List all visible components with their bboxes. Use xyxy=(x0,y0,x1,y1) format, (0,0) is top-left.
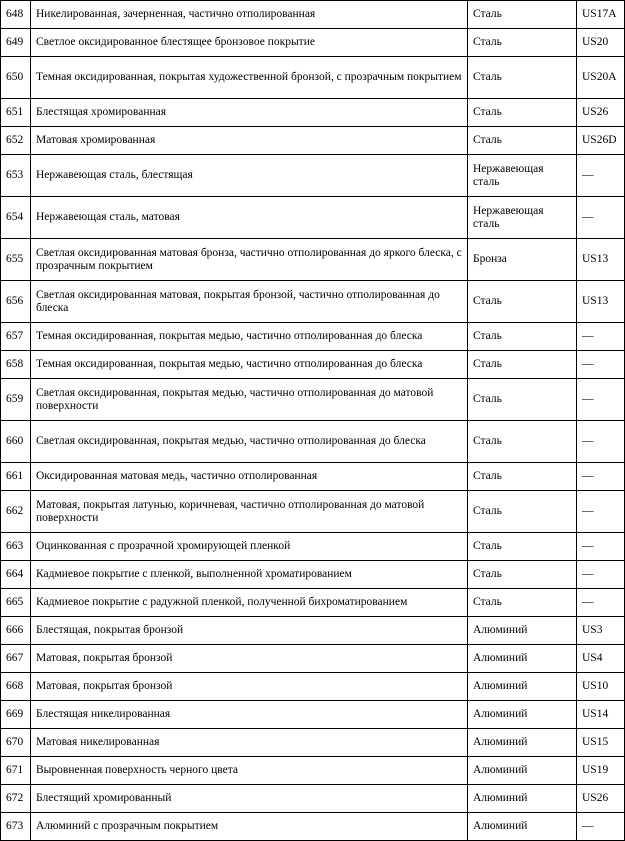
standard-cell: — xyxy=(577,421,625,463)
table-row xyxy=(1,785,625,813)
standard-cell: — xyxy=(577,323,625,351)
standard-cell: US13 xyxy=(577,281,625,323)
description-cell: Нержавеющая сталь, блестящая xyxy=(31,155,468,197)
standard-cell: US3 xyxy=(577,617,625,645)
standard-cell: — xyxy=(577,463,625,491)
material-cell: Сталь xyxy=(468,351,577,379)
code-cell: 658 xyxy=(1,351,31,379)
standard-cell: — xyxy=(577,155,625,197)
code-cell: 660 xyxy=(1,421,31,463)
material-cell: Алюминий xyxy=(468,701,577,729)
material-cell: Сталь xyxy=(468,421,577,463)
table-row xyxy=(1,323,625,351)
standard-cell: US15 xyxy=(577,729,625,757)
code-cell: 653 xyxy=(1,155,31,197)
table-row xyxy=(1,1,625,29)
material-cell: Алюминий xyxy=(468,757,577,785)
material-cell: Алюминий xyxy=(468,785,577,813)
code-cell: 670 xyxy=(1,729,31,757)
table-row xyxy=(1,617,625,645)
code-cell: 664 xyxy=(1,561,31,589)
code-cell: 666 xyxy=(1,617,31,645)
standard-cell: US13 xyxy=(577,239,625,281)
description-cell: Оцинкованная с прозрачной хромирующей пленкой xyxy=(31,533,468,561)
code-cell: 648 xyxy=(1,1,31,29)
material-cell: Сталь xyxy=(468,379,577,421)
description-cell: Нержавеющая сталь, матовая xyxy=(31,197,468,239)
table-row xyxy=(1,29,625,57)
description-cell: Никелированная, зачерненная, частично отполированная xyxy=(31,1,468,29)
material-cell: Сталь xyxy=(468,1,577,29)
standard-cell: US20A xyxy=(577,57,625,99)
material-cell: Сталь xyxy=(468,127,577,155)
description-cell: Светлая оксидированная матовая, покрытая бронзой, частично отполированная до блеска xyxy=(31,281,468,323)
table-row xyxy=(1,729,625,757)
standard-cell: — xyxy=(577,589,625,617)
material-cell: Алюминий xyxy=(468,645,577,673)
code-cell: 650 xyxy=(1,57,31,99)
standard-cell: — xyxy=(577,533,625,561)
material-cell: Алюминий xyxy=(468,813,577,841)
standard-cell: — xyxy=(577,813,625,841)
standard-cell: — xyxy=(577,561,625,589)
code-cell: 672 xyxy=(1,785,31,813)
table-row xyxy=(1,99,625,127)
description-cell: Матовая, покрытая бронзой xyxy=(31,673,468,701)
table-row xyxy=(1,239,625,281)
material-cell: Сталь xyxy=(468,281,577,323)
standard-cell: US26 xyxy=(577,785,625,813)
table-row xyxy=(1,701,625,729)
description-cell: Кадмиевое покрытие с радужной пленкой, полученной бихроматированием xyxy=(31,589,468,617)
standard-cell: — xyxy=(577,197,625,239)
description-cell: Кадмиевое покрытие с пленкой, выполненной хроматированием xyxy=(31,561,468,589)
material-cell: Алюминий xyxy=(468,617,577,645)
description-cell: Блестящая никелированная xyxy=(31,701,468,729)
code-cell: 655 xyxy=(1,239,31,281)
material-cell: Алюминий xyxy=(468,729,577,757)
description-cell: Оксидированная матовая медь, частично отполированная xyxy=(31,463,468,491)
description-cell: Блестящий хромированный xyxy=(31,785,468,813)
description-cell: Матовая хромированная xyxy=(31,127,468,155)
description-cell: Матовая, покрытая бронзой xyxy=(31,645,468,673)
table-row xyxy=(1,757,625,785)
standard-cell: US26D xyxy=(577,127,625,155)
standard-cell: US17A xyxy=(577,1,625,29)
description-cell: Светлая оксидированная, покрытая медью, частично отполированная до блеска xyxy=(31,421,468,463)
standard-cell: — xyxy=(577,379,625,421)
table-row xyxy=(1,57,625,99)
description-cell: Матовая, покрытая латунью, коричневая, частично отполированная до матовой поверхности xyxy=(31,491,468,533)
table-row xyxy=(1,155,625,197)
table-row xyxy=(1,533,625,561)
table-row xyxy=(1,379,625,421)
standard-cell: US19 xyxy=(577,757,625,785)
material-cell: Сталь xyxy=(468,29,577,57)
material-cell: Нержавеющая сталь xyxy=(468,155,577,197)
material-cell: Нержавеющая сталь xyxy=(468,197,577,239)
description-cell: Блестящая хромированная xyxy=(31,99,468,127)
table-row xyxy=(1,645,625,673)
code-cell: 673 xyxy=(1,813,31,841)
material-cell: Сталь xyxy=(468,323,577,351)
standard-cell: — xyxy=(577,491,625,533)
description-cell: Выровненная поверхность черного цвета xyxy=(31,757,468,785)
description-cell: Матовая никелированная xyxy=(31,729,468,757)
material-cell: Сталь xyxy=(468,589,577,617)
code-cell: 665 xyxy=(1,589,31,617)
code-cell: 657 xyxy=(1,323,31,351)
table-row xyxy=(1,281,625,323)
table-row xyxy=(1,813,625,841)
description-cell: Блестящая, покрытая бронзой xyxy=(31,617,468,645)
table-row xyxy=(1,561,625,589)
standard-cell: US14 xyxy=(577,701,625,729)
table-row xyxy=(1,421,625,463)
code-cell: 654 xyxy=(1,197,31,239)
code-cell: 656 xyxy=(1,281,31,323)
code-cell: 663 xyxy=(1,533,31,561)
description-cell: Темная оксидированная, покрытая медью, частично отполированная до блеска xyxy=(31,323,468,351)
code-cell: 662 xyxy=(1,491,31,533)
standard-cell: US26 xyxy=(577,99,625,127)
material-cell: Алюминий xyxy=(468,673,577,701)
description-cell: Светлая оксидированная матовая бронза, частично отполированная до яркого блеска, с прозрачным покрытием xyxy=(31,239,468,281)
description-cell: Алюминий с прозрачным покрытием xyxy=(31,813,468,841)
table-row xyxy=(1,127,625,155)
material-cell: Сталь xyxy=(468,491,577,533)
material-cell: Сталь xyxy=(468,561,577,589)
table-row xyxy=(1,673,625,701)
code-cell: 659 xyxy=(1,379,31,421)
material-cell: Сталь xyxy=(468,463,577,491)
table-row xyxy=(1,351,625,379)
code-cell: 661 xyxy=(1,463,31,491)
code-cell: 649 xyxy=(1,29,31,57)
description-cell: Темная оксидированная, покрытая медью, частично отполированная до блеска xyxy=(31,351,468,379)
code-cell: 652 xyxy=(1,127,31,155)
code-cell: 651 xyxy=(1,99,31,127)
table-row xyxy=(1,491,625,533)
material-cell: Сталь xyxy=(468,99,577,127)
code-cell: 667 xyxy=(1,645,31,673)
code-cell: 671 xyxy=(1,757,31,785)
description-cell: Темная оксидированная, покрытая художественной бронзой, с прозрачным покрытием xyxy=(31,57,468,99)
code-cell: 669 xyxy=(1,701,31,729)
material-cell: Сталь xyxy=(468,57,577,99)
table-body xyxy=(1,1,625,841)
table-row xyxy=(1,197,625,239)
table-row xyxy=(1,463,625,491)
material-cell: Сталь xyxy=(468,533,577,561)
code-cell: 668 xyxy=(1,673,31,701)
description-cell: Светлое оксидированное блестящее бронзовое покрытие xyxy=(31,29,468,57)
standard-cell: US10 xyxy=(577,673,625,701)
material-cell: Бронза xyxy=(468,239,577,281)
standard-cell: US20 xyxy=(577,29,625,57)
standard-cell: — xyxy=(577,351,625,379)
standard-cell: US4 xyxy=(577,645,625,673)
table-row xyxy=(1,589,625,617)
description-cell: Светлая оксидированная, покрытая медью, частично отполированная до матовой поверхности xyxy=(31,379,468,421)
